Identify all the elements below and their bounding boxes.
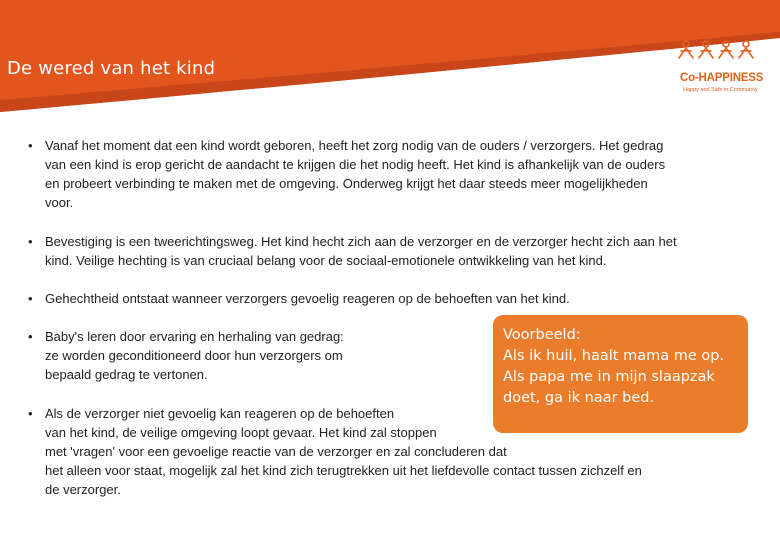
bullet-item: [28, 327, 344, 384]
bullet-line: Gehechtheid ontstaat wanneer verzorgers gevoelig reageren op de behoeften van het kind.: [45, 291, 570, 306]
bullet-item: [28, 404, 642, 499]
people-icon: [676, 38, 758, 66]
callout-line: Voorbeeld:: [503, 327, 581, 343]
callout-line: doet, ga ik naar bed.: [503, 390, 655, 406]
bullet-line: voor.: [45, 195, 74, 210]
bullet-line: van een kind is erop gericht de aandacht te krijgen die het nodig heeft. Het kind is afhankelijk van de ouders: [45, 157, 666, 172]
bullet-line: het alleen voor staat, mogelijk zal het kind zich terugtrekken uit het liefdevolle contact tussen zichzelf en: [45, 463, 642, 478]
callout-text: [503, 325, 724, 409]
bullet-line: ze worden geconditioneerd door hun verzorgers om: [45, 348, 343, 363]
bullet-dot: •: [28, 291, 33, 306]
bullet-dot: •: [28, 406, 33, 421]
bullet-dot: •: [28, 329, 33, 344]
logo-tagline: Happy and Safe in Community: [683, 87, 758, 93]
bullet-line: Baby's leren door ervaring en herhaling van gedrag:: [45, 329, 344, 344]
bullet-item: [28, 136, 666, 212]
co-happiness-logo: [676, 38, 772, 98]
bullet-item: [28, 232, 677, 270]
bullet-line: Bevestiging is een tweerichtingsweg. Het kind hecht zich aan de verzorger en de verzorger hecht zich aan het: [45, 234, 677, 249]
bullet-line: Als de verzorger niet gevoelig kan reageren op de behoeften: [45, 406, 395, 421]
bullet-line: en probeert verbinding te maken met de omgeving. Onderweg krijgt het daar steeds meer mogelijkheden: [45, 176, 648, 191]
callout-line: Als ik huil, haalt mama me op.: [503, 348, 725, 364]
bullet-dot: •: [28, 234, 33, 249]
bullet-dot: •: [28, 138, 33, 153]
header-banner: [0, 0, 780, 115]
callout-line: Als papa me in mijn slaapzak: [503, 369, 715, 385]
bullet-line: kind. Veilige hechting is van cruciaal belang voor de sociaal-emotionele ontwikkeling van het kind.: [45, 253, 607, 268]
bullet-line: van het kind, de veilige omgeving loopt gevaar. Het kind zal stoppen: [45, 425, 437, 440]
bullet-line: met 'vragen' voor een gevoelige reactie van de verzorger en zal concluderen dat: [45, 444, 507, 459]
logo-name: Co-HAPPINESS: [680, 72, 764, 84]
bullet-line: Vanaf het moment dat een kind wordt geboren, heeft het zorg nodig van de ouders / verzorgers. Het gedrag: [45, 138, 664, 153]
page-title: De wered van het kind: [7, 58, 216, 79]
bullet-line: bepaald gedrag te vertonen.: [45, 367, 208, 382]
bullet-item: [28, 289, 570, 308]
bullet-line: de verzorger.: [45, 482, 121, 497]
